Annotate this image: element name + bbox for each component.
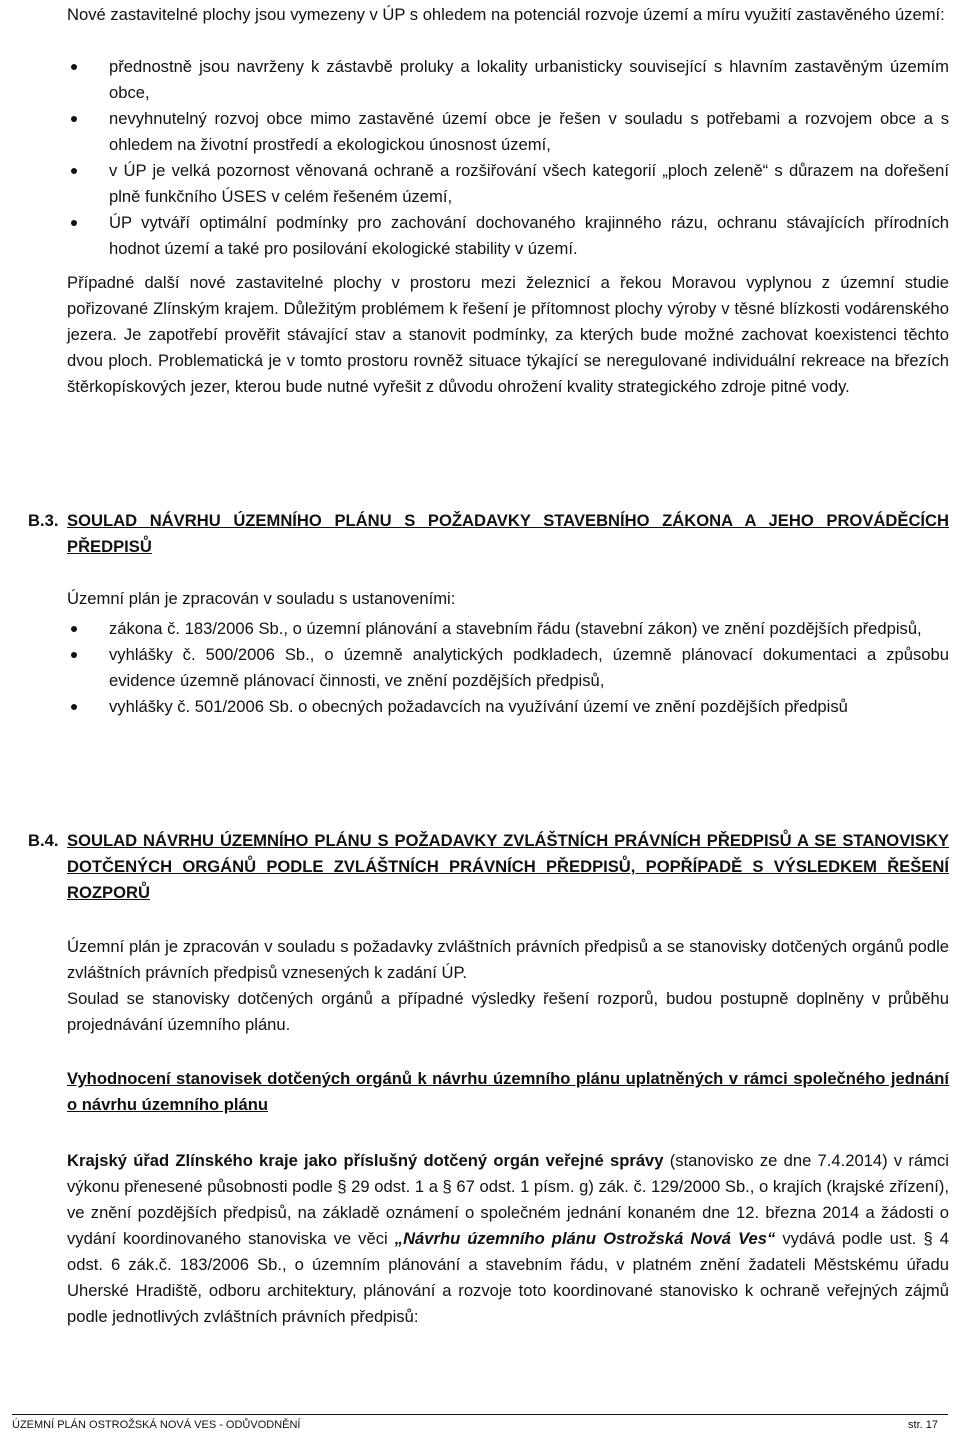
bullet-icon	[71, 704, 77, 710]
list-item: vyhlášky č. 501/2006 Sb. o obecných požadavcích na využívání území ve znění pozdějších předpisů	[67, 694, 949, 720]
list-item: vyhlášky č. 500/2006 Sb., o územně analytických podkladech, územně plánovací dokumentaci a způsobu evidence územně plánovací činnosti, ve znění pozdějších předpisů,	[67, 642, 949, 694]
list-item: nevyhnutelný rozvoj obce mimo zastavěné území obce je řešen v souladu s potřebami a rozvojem obce a s ohledem na životní prostředí a ekologickou únosnost území,	[67, 106, 949, 158]
b4-final-paragraph: Krajský úřad Zlínského kraje jako příslušný dotčený orgán veřejné správy (stanovisko ze dne 7.4.2014) v rámci výkonu přenesené působnosti podle § 29 odst. 1 a § 67 odst. 1 písm. g) zák. č. 129/2000 Sb., o krajích (krajské zřízení), ve znění pozdějších předpisů, na základě oznámení o společném jednání konaném dne 12. března 2014 a žádosti o vydání koordinovaného stanoviska ve věci „Návrhu územního plánu Ostrožská Nová Ves“ vydává podle ust. § 4 odst. 6 zák.č. 183/2006 Sb., o územním plánování a stavebním řádu, v platném znění žadateli Městskému úřadu Uherské Hradiště, odboru architektury, plánování a rozvoje toto koordinované stanovisko k ochraně veřejných zájmů podle jednotlivých zvláštních právních předpisů:	[67, 1151, 950, 1326]
list-item: přednostně jsou navrženy k zástavbě proluky a lokality urbanisticky související s hlavním zastavěným územím obce,	[67, 54, 949, 106]
list-item: v ÚP je velká pozornost věnovaná ochraně a rozšiřování všech kategorií „ploch zeleně“ s důrazem na dořešení plně funkčního ÚSES v celém řešeném území,	[67, 158, 949, 210]
list-item: zákona č. 183/2006 Sb., o územní plánování a stavebním řádu (stavební zákon) ve znění pozdějších předpisů,	[67, 616, 949, 642]
section-title-b3: SOULAD NÁVRHU ÚZEMNÍHO PLÁNU S POŽADAVKY STAVEBNÍHO ZÁKONA A JEHO PROVÁDĚCÍCH PŘEDPISŮ	[67, 511, 949, 556]
footer-document-title: ÚZEMNÍ PLÁN OSTROŽSKÁ NOVÁ VES - ODŮVODNĚNÍ	[12, 1419, 301, 1431]
intro-bullet-list	[67, 54, 949, 262]
section-title-b4: SOULAD NÁVRHU ÚZEMNÍHO PLÁNU S POŽADAVKY ZVLÁŠTNÍCH PRÁVNÍCH PŘEDPISŮ A SE STANOVISKY DOTČENÝCH ORGÁNŮ PODLE ZVLÁŠTNÍCH PRÁVNÍCH PŘEDPISŮ, POPŘÍPADĚ S VÝSLEDKEM ŘEŠENÍ ROZPORŮ	[67, 831, 949, 902]
bullet-icon	[71, 168, 77, 174]
authority-name: Krajský úřad Zlínského kraje jako příslušný dotčený orgán veřejné správy	[67, 1151, 664, 1170]
section-number-b4: B.4.	[28, 831, 59, 850]
bullet-icon	[71, 652, 77, 658]
list-item: ÚP vytváří optimální podmínky pro zachování dochovaného krajinného rázu, ochranu stávajících přírodních hodnot území a také pro posilování ekologické stability v území.	[67, 210, 949, 262]
intro-text: Nové zastavitelné plochy jsou vymezeny v ÚP s ohledem na potenciál rozvoje území a míru využití zastavěného území:	[67, 5, 945, 24]
bullet-icon	[71, 64, 77, 70]
footer-divider	[12, 1414, 948, 1415]
b4-subheading: Vyhodnocení stanovisek dotčených orgánů k návrhu územního plánu uplatněných v rámci společného jednání o návrhu územního plánu	[67, 1069, 949, 1114]
b4-paragraph-1: Územní plán je zpracován v souladu s požadavky zvláštních právních předpisů a se stanovisky dotčených orgánů podle zvláštních právních předpisů vznesených k zadání ÚP.	[67, 937, 949, 982]
b3-lead-text: Územní plán je zpracován v souladu s ustanoveními:	[67, 589, 456, 608]
bullet-icon	[71, 626, 77, 632]
footer-page-number: str. 17	[908, 1419, 938, 1431]
b3-bullet-list	[67, 616, 949, 720]
bullet-icon	[71, 116, 77, 122]
paragraph-zone-notes: Případné další nové zastavitelné plochy v prostoru mezi železnicí a řekou Moravou vyplynou z územní studie pořizované Zlínským krajem. Důležitým problémem k řešení je přítomnost plochy výroby v těsné blízkosti vodárenského jezera. Je zapotřebí prověřit stávající stav a stanovit podmínky, za kterých bude možné zachovat koexistenci těchto dvou ploch. Problematická je v tomto prostoru rovněž situace týkající se neregulované individuální rekreace na březích štěrkopískových jezer, kterou bude nutné vyřešit z důvodu ohrožení kvality strategického zdroje pitné vody.	[67, 273, 949, 396]
plan-name: „Návrhu územního plánu Ostrožská Nová Ves“	[394, 1229, 776, 1248]
section-number-b3: B.3.	[28, 511, 59, 530]
bullet-icon	[71, 220, 77, 226]
b4-paragraph-2: Soulad se stanovisky dotčených orgánů a případné výsledky řešení rozporů, budou postupně doplněny v průběhu projednávání územního plánu.	[67, 989, 949, 1034]
